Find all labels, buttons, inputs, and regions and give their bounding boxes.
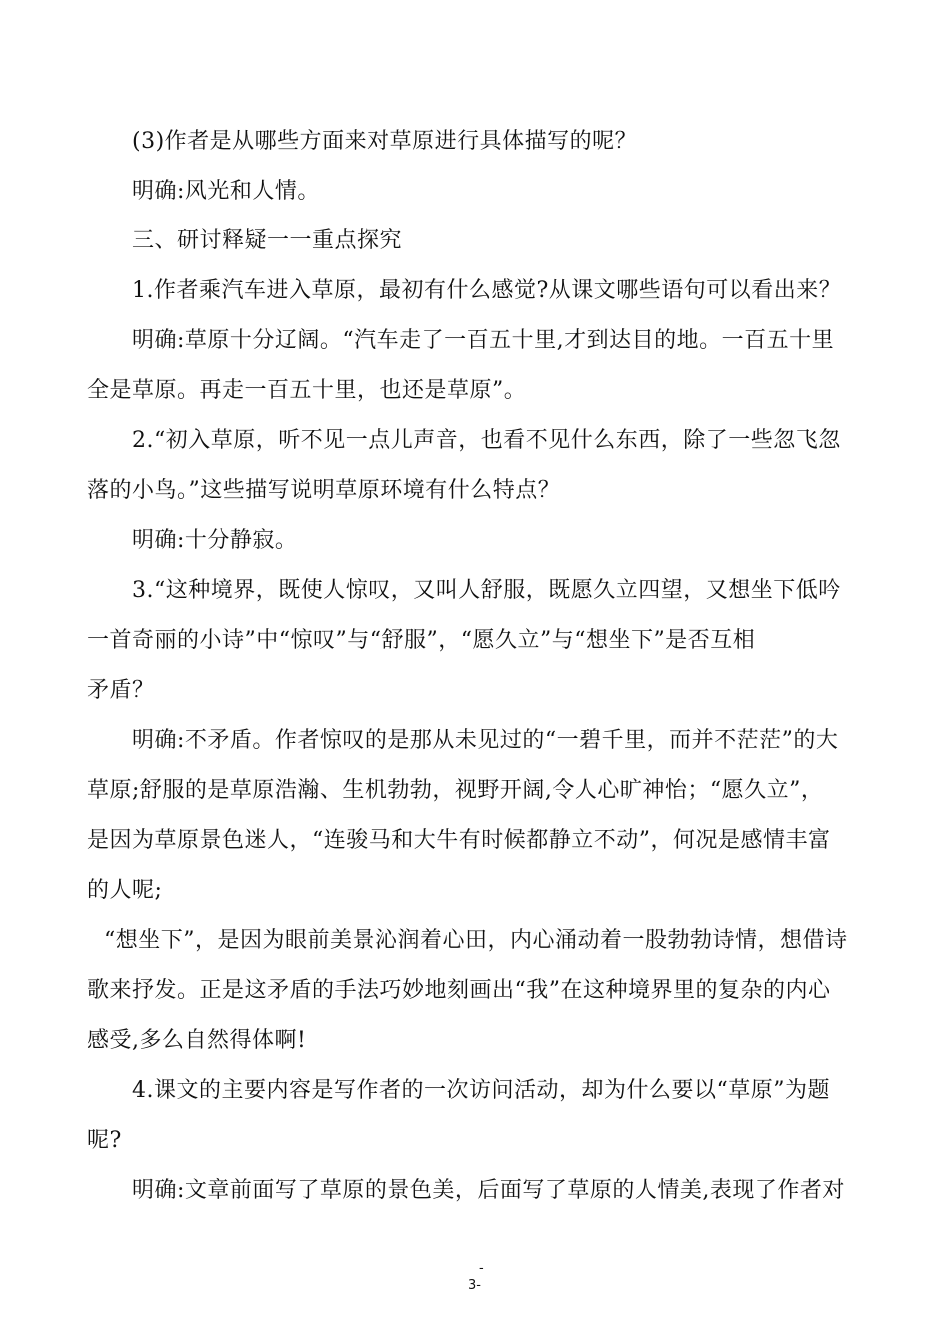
question-2-line: 2.“初入草原，听不见一点儿声音，也看不见什么东西，除了一些忽飞忽 bbox=[132, 428, 841, 453]
question-2-line: 落的小鸟。”这些描写说明草原环境有什么特点？ bbox=[87, 478, 561, 503]
footer-dash: - bbox=[479, 1261, 484, 1276]
answer-line: “想坐下”，是因为眼前美景沁润着心田，内心涌动着一股勃勃诗情，想借诗 bbox=[104, 928, 848, 953]
answer-line: 全是草原。再走一百五十里，也还是草原”。 bbox=[87, 378, 527, 403]
question-1-line: 1.作者乘汽车进入草原，最初有什么感觉?从课文哪些语句可以看出来？ bbox=[132, 278, 842, 303]
question-4-line: 呢? bbox=[87, 1128, 122, 1153]
question-3-line: 矛盾？ bbox=[87, 678, 155, 703]
answer-line: 感受,多么自然得体啊! bbox=[87, 1028, 307, 1053]
answer-line: 明确:不矛盾。作者惊叹的是那从未见过的“一碧千里，而并不茫茫”的大 bbox=[132, 728, 839, 753]
question-3-line: (3)作者是从哪些方面来对草原进行具体描写的呢？ bbox=[132, 129, 638, 154]
section-heading: 三、研讨释疑一一重点探究 bbox=[132, 228, 403, 253]
answer-line: 明确:文章前面写了草原的景色美，后面写了草原的人情美,表现了作者对 bbox=[132, 1178, 845, 1203]
answer-line: 明确:草原十分辽阔。“汽车走了一百五十里,才到达目的地。一百五十里 bbox=[132, 328, 835, 353]
answer-line: 明确:风光和人情。 bbox=[132, 179, 320, 204]
answer-line: 的人呢; bbox=[87, 878, 163, 903]
question-3-line: 3.“这种境界，既使人惊叹，又叫人舒服，既愿久立四望，又想坐下低吟 bbox=[132, 578, 841, 603]
answer-line: 歌来抒发。正是这矛盾的手法巧妙地刻画出“我”在这种境界里的复杂的内心 bbox=[87, 978, 831, 1003]
question-3-line: 一首奇丽的小诗”中“惊叹”与“舒服”，“愿久立”与“想坐下”是否互相 bbox=[87, 628, 756, 653]
page-number: 3- bbox=[468, 1278, 481, 1293]
answer-line: 明确:十分静寂。 bbox=[132, 528, 298, 553]
answer-line: 是因为草原景色迷人，“连骏马和大牛有时候都静立不动”，何况是感情丰富 bbox=[87, 828, 831, 853]
answer-line: 草原;舒服的是草原浩瀚、生机勃勃，视野开阔,令人心旷神怡；“愿久立”， bbox=[87, 778, 824, 803]
question-4-line: 4.课文的主要内容是写作者的一次访问活动，却为什么要以“草原”为题 bbox=[132, 1078, 830, 1103]
